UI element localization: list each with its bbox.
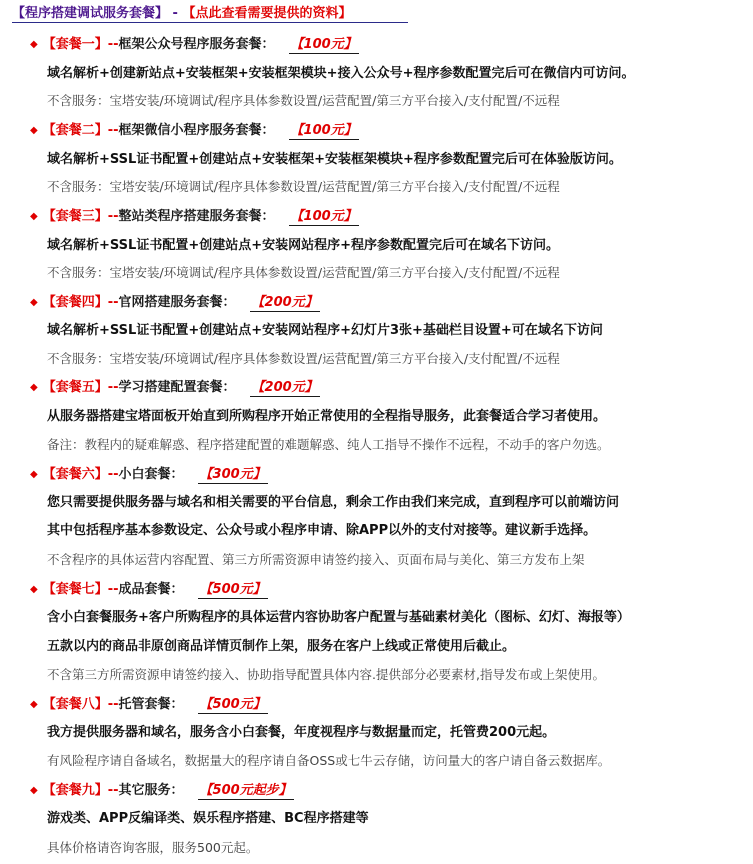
package-dashes: -- bbox=[107, 37, 119, 52]
package-note: 不含服务：宝塔安装/环境调试/程序具体参数设置/运营配置/第三方平台接入/支付配置/不远程 bbox=[47, 179, 560, 194]
package-description: 游戏类、APP反编译类、娱乐程序搭建、BC程序搭建等 bbox=[47, 811, 369, 826]
package-price: 【300元】 bbox=[199, 467, 266, 482]
package-tag: 【套餐八】 bbox=[42, 697, 108, 712]
page-header bbox=[12, 5, 408, 23]
package-price: 【100元】 bbox=[290, 37, 357, 52]
package-price: 【200元】 bbox=[251, 380, 318, 395]
package-tag: 【套餐四】 bbox=[42, 295, 108, 310]
package-dashes: -- bbox=[107, 295, 119, 310]
package-price: 【100元】 bbox=[290, 209, 357, 224]
package-description: 您只需要提供服务器与域名和相关需要的平台信息，剩余工作由我们来完成，直到程序可以前端访问 bbox=[47, 495, 620, 510]
package-tag: 【套餐三】 bbox=[42, 209, 108, 224]
package-description: 含小白套餐服务+客户所购程序的具体运营内容协助客户配置与基础素材美化（图标、幻灯、海报等） bbox=[47, 610, 630, 625]
package-description: 从服务器搭建宝塔面板开始直到所购程序开始正常使用的全程指导服务，此套餐适合学习者使用。 bbox=[47, 409, 607, 424]
package-name: 整站类程序搭建服务套餐： bbox=[118, 209, 275, 224]
package-name: 框架微信小程序服务套餐： bbox=[118, 123, 275, 138]
package-name: 小白套餐： bbox=[118, 467, 184, 482]
package-tag: 【套餐九】 bbox=[42, 783, 108, 798]
package-title bbox=[30, 207, 359, 227]
package-note: 不含服务：宝塔安装/环境调试/程序具体参数设置/运营配置/第三方平台接入/支付配置/不远程 bbox=[47, 351, 560, 366]
header-title: 【程序搭建调试服务套餐】 bbox=[12, 6, 169, 21]
package-dashes: -- bbox=[107, 380, 119, 395]
diamond-bullet-icon: ◆ bbox=[30, 125, 38, 136]
diamond-bullet-icon: ◆ bbox=[30, 584, 38, 595]
package-name: 其它服务： bbox=[118, 783, 184, 798]
package-description: 域名解析+创建新站点+安装框架+安装框架模块+接入公众号+程序参数配置完后可在微信内可访问。 bbox=[47, 66, 635, 81]
package-note: 不含服务：宝塔安装/环境调试/程序具体参数设置/运营配置/第三方平台接入/支付配置/不远程 bbox=[47, 265, 560, 280]
package-name: 框架公众号程序服务套餐： bbox=[118, 37, 275, 52]
diamond-bullet-icon: ◆ bbox=[30, 699, 38, 710]
package-title bbox=[30, 293, 320, 313]
package-note: 具体价格请咨询客服，服务500元起。 bbox=[47, 840, 259, 855]
package-description: 域名解析+SSL证书配置+创建站点+安装网站程序+程序参数配置完后可在域名下访问。 bbox=[47, 238, 559, 253]
package-dashes: -- bbox=[107, 467, 119, 482]
package-note: 备注：教程内的疑难解惑、程序搭建配置的难题解惑、纯人工指导不操作不远程，不动手的客户勿选。 bbox=[47, 437, 610, 452]
package-description-2: 其中包括程序基本参数设定、公众号或小程序申请、除APP以外的支付对接等。建议新手选择。 bbox=[47, 523, 597, 538]
package-title bbox=[30, 378, 320, 398]
diamond-bullet-icon: ◆ bbox=[30, 785, 38, 796]
package-description-2: 五款以内的商品非原创商品详情页制作上架，服务在客户上线或正常使用后截止。 bbox=[47, 639, 516, 654]
package-dashes: -- bbox=[107, 123, 119, 138]
package-tag: 【套餐一】 bbox=[42, 37, 108, 52]
package-note: 不含服务：宝塔安装/环境调试/程序具体参数设置/运营配置/第三方平台接入/支付配置/不远程 bbox=[47, 93, 560, 108]
package-description: 域名解析+SSL证书配置+创建站点+安装网站程序+幻灯片3张+基础栏目设置+可在域名下访问 bbox=[47, 323, 603, 338]
package-title bbox=[30, 465, 268, 485]
package-name: 官网搭建服务套餐： bbox=[118, 295, 236, 310]
package-title bbox=[30, 35, 359, 55]
diamond-bullet-icon: ◆ bbox=[30, 469, 38, 480]
package-description: 我方提供服务器和域名，服务含小白套餐，年度视程序与数据量而定，托管费200元起。 bbox=[47, 725, 556, 740]
package-note: 不含程序的具体运营内容配置、第三方所需资源申请签约接入、页面布局与美化、第三方发布上架 bbox=[47, 552, 585, 567]
package-dashes: -- bbox=[107, 209, 119, 224]
package-name: 成品套餐： bbox=[118, 582, 184, 597]
required-info-link[interactable]: 【点此查看需要提供的资料】 bbox=[182, 6, 352, 21]
package-name: 托管套餐： bbox=[118, 697, 184, 712]
package-tag: 【套餐七】 bbox=[42, 582, 108, 597]
package-name: 学习搭建配置套餐： bbox=[118, 380, 236, 395]
package-dashes: -- bbox=[107, 697, 119, 712]
package-price: 【500元】 bbox=[199, 582, 266, 597]
diamond-bullet-icon: ◆ bbox=[30, 382, 38, 393]
package-price: 【200元】 bbox=[251, 295, 318, 310]
package-description: 域名解析+SSL证书配置+创建站点+安装框架+安装框架模块+程序参数配置完后可在体验版访问。 bbox=[47, 152, 622, 167]
package-title bbox=[30, 580, 268, 600]
diamond-bullet-icon: ◆ bbox=[30, 211, 38, 222]
package-note: 不含第三方所需资源申请签约接入、协助指导配置具体内容.提供部分必要素材,指导发布或上架使用。 bbox=[47, 667, 605, 682]
package-tag: 【套餐六】 bbox=[42, 467, 108, 482]
package-price: 【100元】 bbox=[290, 123, 357, 138]
package-dashes: -- bbox=[107, 783, 119, 798]
diamond-bullet-icon: ◆ bbox=[30, 39, 38, 50]
package-title bbox=[30, 781, 294, 801]
package-dashes: -- bbox=[107, 582, 119, 597]
package-tag: 【套餐二】 bbox=[42, 123, 108, 138]
package-note: 有风险程序请自备域名，数据量大的程序请自备OSS或七牛云存储，访问量大的客户请自备云数据库。 bbox=[47, 753, 611, 768]
diamond-bullet-icon: ◆ bbox=[30, 297, 38, 308]
package-price: 【500元起步】 bbox=[199, 783, 292, 798]
header-separator: - bbox=[172, 6, 178, 21]
package-title bbox=[30, 121, 359, 141]
package-tag: 【套餐五】 bbox=[42, 380, 108, 395]
package-price: 【500元】 bbox=[199, 697, 266, 712]
package-title bbox=[30, 695, 268, 715]
